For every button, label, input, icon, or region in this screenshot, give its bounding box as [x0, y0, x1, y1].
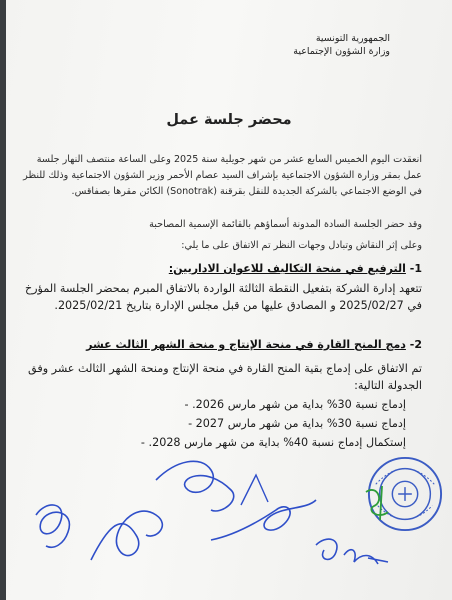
document-title: محضر جلسة عمل [166, 112, 292, 128]
signature-2 [91, 511, 162, 560]
intro-paragraph-1: انعقدت اليوم الخميس السابع عشر من شهر جويلية سنة 2025 وعلى الساعة منتصف النهار جلسة عمل بمقر وزارة الشؤون الاجتماعية بإشراف السيد عصام الأحمر وزير الشؤون الاجتماعية وذلك للنظر في الوضع الاجتماعي بالشركة الجديدة للنقل بقرقنة (Sonotrak) الكائن مقرها بصفاقس. [23, 154, 422, 197]
schedule-item: إدماج نسبة 30% بداية من شهر مارس 2026. - [184, 398, 406, 411]
section-1-title: الترفيع في منحة التكاليف للاعوان الاداريين: [168, 262, 406, 275]
section-1-heading [169, 262, 422, 275]
section-2-number: 2- [409, 338, 422, 351]
section-2-title: دمج المنح القارة في منحة الإنتاج و منحة الشهر الثالث عشر [86, 338, 406, 351]
official-stamp [366, 455, 444, 533]
letterhead [293, 32, 390, 58]
signature-6 [316, 539, 388, 564]
document-page [6, 0, 452, 600]
schedule-item: إدماج نسبة 30% بداية من شهر مارس 2027 - [188, 417, 406, 430]
signature-4 [211, 500, 316, 540]
signature-5 [241, 475, 268, 505]
schedule-item: إستكمال إدماج نسبة 40% بداية من شهر مارس 2028. - [140, 436, 406, 449]
section-1-body: تتعهد إدارة الشركة بتفعيل النقطة الثالثة الواردة بالاتفاق المبرم بمحضر الجلسة المؤرخ في 2025/02/27 و المصادق عليها من قبل مجلس الإدارة بتاريخ 2025/02/21. [24, 282, 422, 312]
signature-1 [36, 505, 69, 547]
intro-paragraph-3: وعلى إثر النقاش وتبادل وجهات النظر تم الاتفاق على ما يلي: [181, 240, 422, 251]
section-2-heading [86, 338, 422, 351]
header-line-2: وزارة الشؤون الإجتماعية [293, 46, 390, 57]
header-line-1: الجمهورية التونسية [315, 33, 390, 44]
signature-3 [156, 461, 234, 511]
section-1-number: 1- [409, 262, 422, 275]
section-2-body: تم الاتفاق على إدماج بقية المنح القارة في منحة الإنتاج ومنحة الشهر الثالث عشر وفق الجدولة التالية: [28, 362, 422, 392]
intro-paragraph-2: وقد حضر الجلسة السادة المدونة أسماؤهم بالقائمة الإسمية المصاحبة [149, 219, 422, 230]
